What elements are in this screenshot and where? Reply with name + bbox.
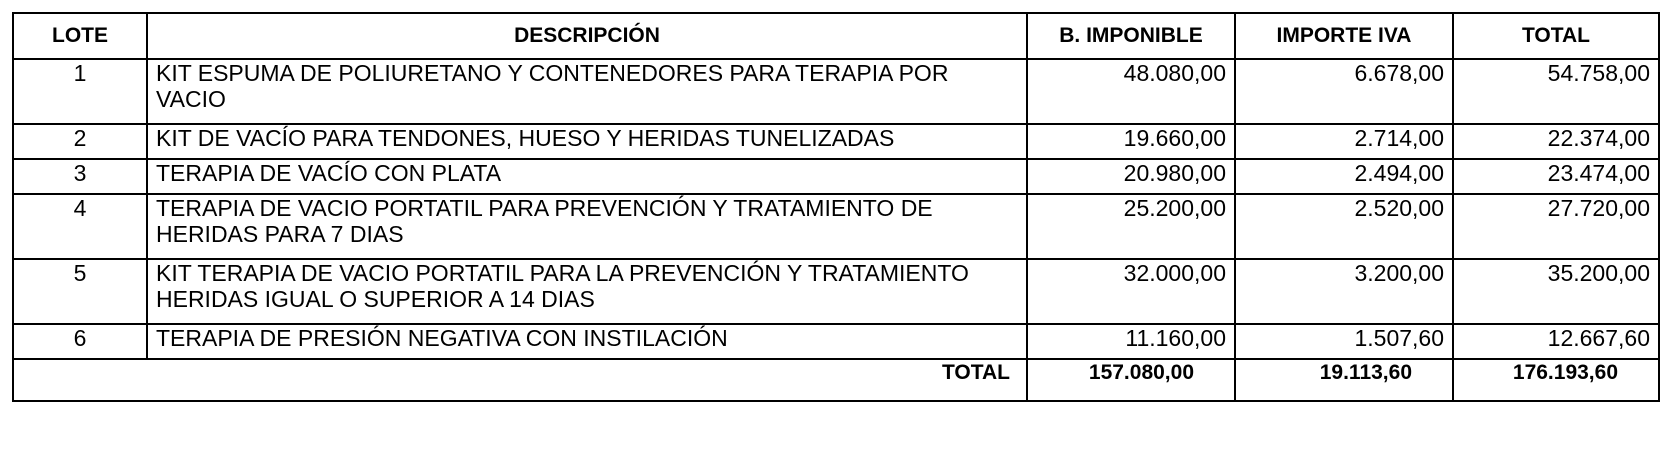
cell-descripcion: KIT DE VACÍO PARA TENDONES, HUESO Y HERIDAS TUNELIZADAS — [147, 124, 1027, 159]
table-header — [13, 13, 1659, 59]
totals-base-imponible: 157.080,00 — [1027, 359, 1235, 401]
table-row — [13, 259, 1659, 324]
cell-descripcion: KIT TERAPIA DE VACIO PORTATIL PARA LA PREVENCIÓN Y TRATAMIENTO HERIDAS IGUAL O SUPERIOR A 14 DIAS — [147, 259, 1027, 324]
cell-lote: 6 — [13, 324, 147, 359]
cell-importe-iva: 3.200,00 — [1235, 259, 1453, 324]
cell-importe-iva: 1.507,60 — [1235, 324, 1453, 359]
cell-descripcion: TERAPIA DE VACIO PORTATIL PARA PREVENCIÓN Y TRATAMIENTO DE HERIDAS PARA 7 DIAS — [147, 194, 1027, 259]
cell-base-imponible: 19.660,00 — [1027, 124, 1235, 159]
cell-total: 27.720,00 — [1453, 194, 1659, 259]
table-row — [13, 324, 1659, 359]
cell-lote: 5 — [13, 259, 147, 324]
cell-base-imponible: 20.980,00 — [1027, 159, 1235, 194]
cell-base-imponible: 48.080,00 — [1027, 59, 1235, 124]
header-row — [13, 13, 1659, 59]
cell-total: 22.374,00 — [1453, 124, 1659, 159]
table-row — [13, 194, 1659, 259]
totals-label: TOTAL — [13, 359, 1027, 401]
cell-lote: 2 — [13, 124, 147, 159]
totals-importe-iva: 19.113,60 — [1235, 359, 1453, 401]
header-importe-iva: IMPORTE IVA — [1235, 13, 1453, 59]
header-lote: LOTE — [13, 13, 147, 59]
cell-base-imponible: 25.200,00 — [1027, 194, 1235, 259]
cell-importe-iva: 2.714,00 — [1235, 124, 1453, 159]
header-descripcion: DESCRIPCIÓN — [147, 13, 1027, 59]
cell-descripcion: KIT ESPUMA DE POLIURETANO Y CONTENEDORES PARA TERAPIA POR VACIO — [147, 59, 1027, 124]
cell-lote: 3 — [13, 159, 147, 194]
table-footer — [13, 359, 1659, 401]
cell-total: 23.474,00 — [1453, 159, 1659, 194]
cell-importe-iva: 2.494,00 — [1235, 159, 1453, 194]
table-row — [13, 159, 1659, 194]
table-row — [13, 124, 1659, 159]
cell-importe-iva: 6.678,00 — [1235, 59, 1453, 124]
lots-table — [12, 12, 1660, 402]
cell-total: 35.200,00 — [1453, 259, 1659, 324]
cell-total: 54.758,00 — [1453, 59, 1659, 124]
cell-base-imponible: 11.160,00 — [1027, 324, 1235, 359]
totals-total: 176.193,60 — [1453, 359, 1659, 401]
table-body — [13, 59, 1659, 359]
header-base-imponible: B. IMPONIBLE — [1027, 13, 1235, 59]
totals-row — [13, 359, 1659, 401]
cell-importe-iva: 2.520,00 — [1235, 194, 1453, 259]
table-row — [13, 59, 1659, 124]
cell-base-imponible: 32.000,00 — [1027, 259, 1235, 324]
cell-descripcion: TERAPIA DE VACÍO CON PLATA — [147, 159, 1027, 194]
header-total: TOTAL — [1453, 13, 1659, 59]
cell-descripcion: TERAPIA DE PRESIÓN NEGATIVA CON INSTILACIÓN — [147, 324, 1027, 359]
cell-total: 12.667,60 — [1453, 324, 1659, 359]
cell-lote: 4 — [13, 194, 147, 259]
cell-lote: 1 — [13, 59, 147, 124]
